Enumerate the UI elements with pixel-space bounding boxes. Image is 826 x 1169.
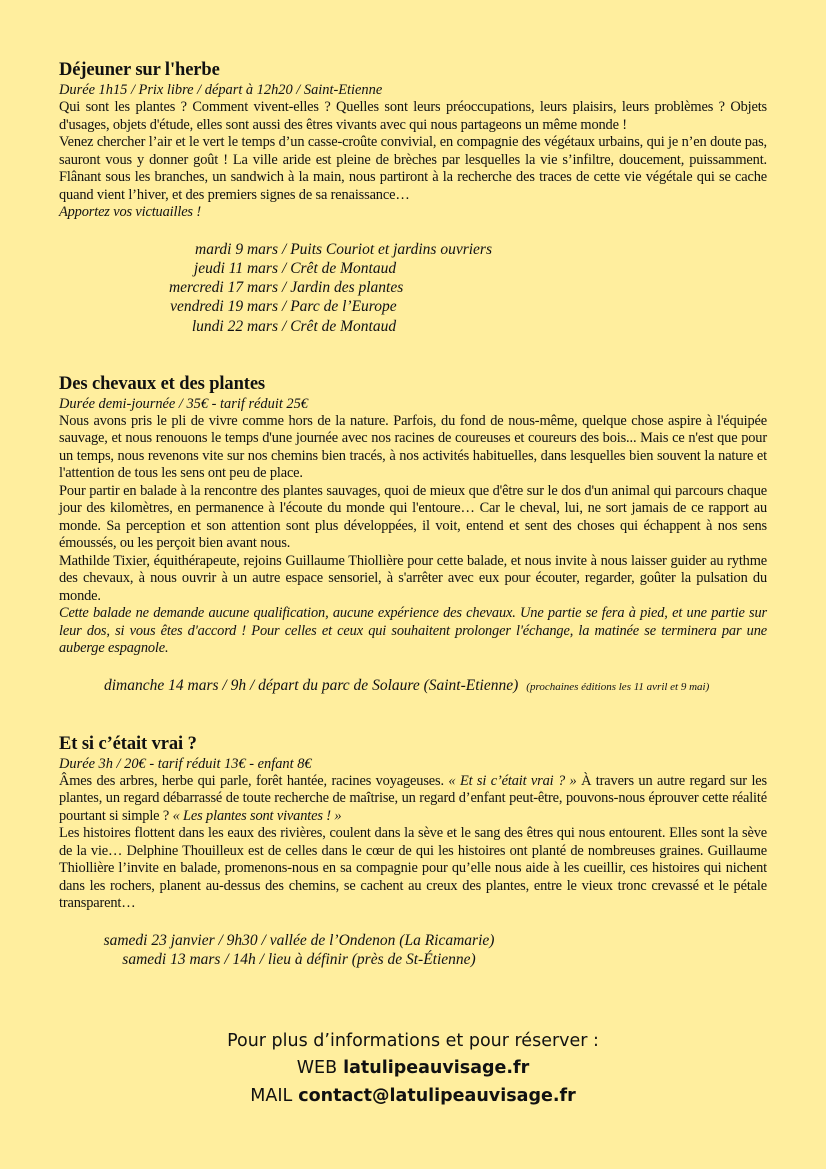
place-name: Parc de l’Europe xyxy=(290,298,397,316)
paragraph: Qui sont les plantes ? Comment vivent-elles ? Quelles sont leurs préoccupations, leurs plaisirs, leurs problèmes ? Objets d'usages, objets d'étude, elles sont aussi des êtres vivants avec qui nous partageons un même monde ! xyxy=(59,99,767,133)
web-label: WEB xyxy=(296,1058,338,1079)
section-subtitle: Durée 3h / 20€ - tarif réduit 13€ - enfant 8€ xyxy=(59,755,312,772)
schedule-day: mercredi 17 mars xyxy=(168,279,278,297)
schedule-item: samedi 23 janvier / 9h30 / vallée de l’Ondenon (La Ricamarie) xyxy=(103,931,495,949)
paragraph: Pour partir en balade à la rencontre des plantes sauvages, quoi de mieux que d'être sur le dos d'un animal qui parcours chaque jour des kilomètres, en permanence à l'écoute du monde qui l'entoure… Car le cheval, lui, ne sort jamais de ce rapport au monde. Sa perception et son attention sont plus développées, il voit, entend et sent des choses qui échappent à nos sens émoussés, ou les perçoit bien avant nous. xyxy=(59,482,767,552)
place-name: Crêt de Montaud xyxy=(290,317,397,335)
section-et-si-cetait-vrai xyxy=(59,733,767,913)
schedule-item: samedi 13 mars / 14h / lieu à définir (près de St-Étienne) xyxy=(122,951,476,969)
text-run: Âmes des arbres, herbe qui parle, forêt hantée, racines voyageuses. xyxy=(59,772,449,789)
schedule-place xyxy=(282,297,397,316)
place-name: Puits Couriot et jardins ouvriers xyxy=(290,240,492,258)
section-title: Des chevaux et des plantes xyxy=(59,373,266,394)
mail-link[interactable]: contact@latulipeauvisage.fr xyxy=(298,1085,576,1106)
quote: « Les plantes sont vivantes ! » xyxy=(172,807,342,824)
section-subtitle: Durée demi-journée / 35€ - tarif réduit 25€ xyxy=(59,395,308,412)
paragraph xyxy=(59,773,767,826)
web-link[interactable]: latulipeauvisage.fr xyxy=(343,1058,530,1079)
schedule-place xyxy=(282,240,492,259)
event-date-text: dimanche 14 mars / 9h / départ du parc de Solaure (Saint-Etienne) xyxy=(104,676,519,694)
paragraph: Venez chercher l’air et le vert le temps d’un casse-croûte convivial, en compagnie des végétaux urbains, qui je n’en doute pas, sauront vous y donner goût ! La ville aride est pleine de brèches par lesquelles la vie s’infiltre, doucement, puissamment. Flânant sous les branches, un sandwich à la main, nous partiront à la recherche des traces de cette vie végétale qui se cache quand vient l’hiver, et des premiers signes de sa renaissance… xyxy=(59,134,767,203)
mail-label: MAIL xyxy=(250,1085,293,1106)
paragraph: Les histoires flottent dans les eaux des rivières, coulent dans la sève et le sang des êtres qui nous entourent. Elles sont la sève de la vie… Delphine Thouilleux est de celles dans le cœur de qui les histoires ont planté de nombreuses graines. Guillaume Thiollière l’invite en balade, promenons-nous en sa compagnie pour qu’elle nous aide à les cueillir, ces histoires qui nichent dans les rochers, planent au-dessus des chemins, se cachent au creux des plantes, entre le vieux tronc crevassé et le pétale transparent… xyxy=(59,825,767,912)
schedule-item xyxy=(59,317,559,336)
paragraph: Mathilde Tixier, équithérapeute, rejoins Guillaume Thiollière pour cette balade, et nous invite à nous laisser guider au rythme des chevaux, à nous ouvrir à un autre espace sensoriel, à s'arrêter avec eux pour écouter, regarder, goûter la pulsation du monde. xyxy=(59,552,767,604)
contact-footer xyxy=(0,1028,826,1151)
quote: « Et si c’était vrai ? » xyxy=(448,772,577,789)
text-run: À travers un autre regard sur les plantes, un regard débarrassé de toute recherche de maîtrise, un regard d’enfant peut-être, pouvons-nous éprouver cette réalité pourtant si simple ? xyxy=(59,772,767,824)
event-date-note: (prochaines éditions les 11 avril et 9 mai) xyxy=(526,680,710,693)
section-des-chevaux-et-des-plantes xyxy=(59,373,767,658)
event-date xyxy=(104,676,767,697)
footer-mail xyxy=(0,1083,826,1111)
schedule-item xyxy=(59,259,559,278)
place-name: Jardin des plantes xyxy=(290,279,404,297)
closing-note: Apportez vos victuailles ! xyxy=(59,204,201,220)
section-subtitle: Durée 1h15 / Prix libre / départ à 12h20 / Saint-Etienne xyxy=(59,82,383,98)
schedule-day: jeudi 11 mars xyxy=(193,259,278,277)
closing-note: Cette balade ne demande aucune qualification, aucune expérience des chevaux. Une partie se fera à pied, et une partie sur leur dos, si vous êtes d'accord ! Pour celles et ceux qui souhaitent prolonger l'échange, la matinée se terminera par une auberge espagnole. xyxy=(59,605,767,657)
section-title: Déjeuner sur l'herbe xyxy=(59,60,220,80)
section-title: Et si c’était vrai ? xyxy=(59,733,197,754)
schedule-day: lundi 22 mars xyxy=(191,317,278,335)
separator: / xyxy=(282,279,287,297)
place-name: Crêt de Montaud xyxy=(290,259,397,277)
schedule-item xyxy=(59,297,559,316)
separator: / xyxy=(282,240,287,258)
footer-web xyxy=(0,1055,826,1083)
schedule-place xyxy=(282,317,396,336)
separator: / xyxy=(282,298,287,316)
paragraph: Nous avons pris le pli de vivre comme hors de la nature. Parfois, du fond de nous-même, quelque chose aspire à l'équipée sauvage, et nous renouons le temps d'une journée avec nos racines de coureuses et coureurs des bois... Mais ce n'est que pour un temps, nous revenons vite sur nos chemins bien tracés, à nos activités habituelles, dans lesquelles bien souvent la nature et l'attention de tous les sens ont peu de place. xyxy=(59,412,767,482)
schedule-place xyxy=(282,278,403,297)
schedule-day: mardi 9 mars xyxy=(195,240,278,258)
separator: / xyxy=(282,259,287,277)
schedule-place xyxy=(282,259,396,278)
schedule-day: vendredi 19 mars xyxy=(170,298,278,316)
section-dejeuner-sur-lherbe xyxy=(59,59,767,222)
schedule-list xyxy=(59,240,559,336)
separator: / xyxy=(282,317,287,335)
schedule-item xyxy=(59,240,559,259)
schedule-list xyxy=(79,931,519,970)
schedule-item xyxy=(59,278,559,297)
footer-intro: Pour plus d’informations et pour réserver : xyxy=(227,1030,599,1051)
